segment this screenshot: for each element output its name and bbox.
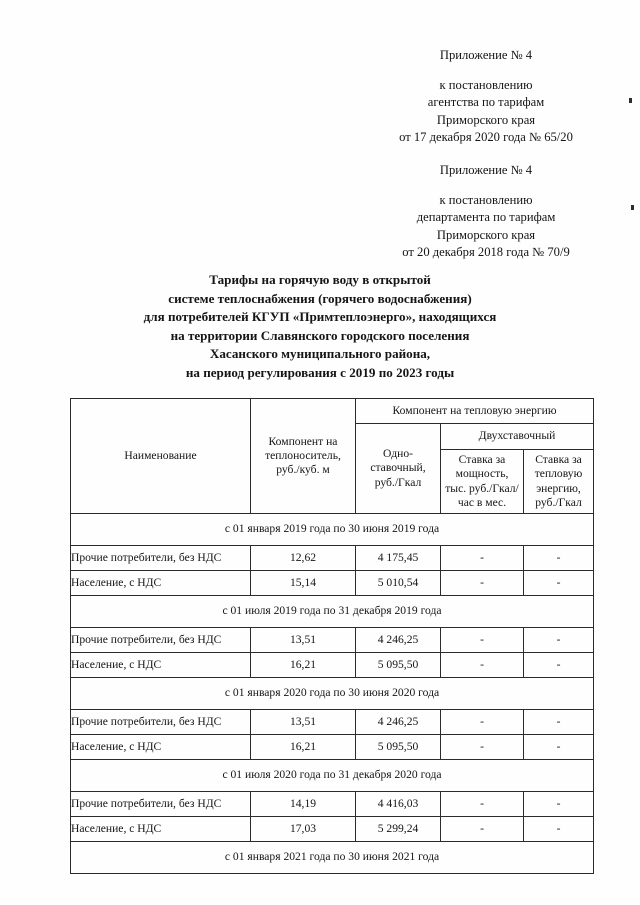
approval-1-title: Приложение № 4 — [439, 48, 533, 62]
header-heat-rate: Ставка за тепловую энергию, руб./Гкал — [524, 450, 594, 514]
approval-2-line-3: Приморского края — [436, 227, 536, 242]
row-heat: - — [524, 628, 594, 653]
header-carrier: Компонент на теплоноситель, руб./куб. м — [251, 399, 356, 514]
row-name: Прочие потребители, без НДС — [71, 546, 251, 571]
approval-2-line-1: к постановлению — [439, 193, 533, 208]
approval-block-1 — [372, 47, 600, 146]
period-label: с 01 января 2021 года по 30 июня 2021 года — [71, 842, 594, 874]
row-power: - — [441, 628, 524, 653]
title-line-6: на период регулирования с 2019 по 2023 годы — [185, 364, 455, 380]
period-label: с 01 июля 2020 года по 31 декабря 2020 года — [71, 760, 594, 792]
table-row — [71, 653, 594, 678]
approval-1-line-2: агентства по тарифам — [427, 95, 545, 110]
row-heat: - — [524, 571, 594, 596]
row-carrier: 13,51 — [251, 628, 356, 653]
row-carrier: 16,21 — [251, 735, 356, 760]
row-name: Население, с НДС — [71, 735, 251, 760]
row-power: - — [441, 571, 524, 596]
approval-1-line-4: от 17 декабря 2020 года № 65/20 — [399, 129, 573, 144]
row-heat: - — [524, 710, 594, 735]
row-power: - — [441, 735, 524, 760]
title-line-5: Хасанского муниципального района, — [209, 346, 431, 362]
period-label: с 01 июля 2019 года по 31 декабря 2019 года — [71, 596, 594, 628]
row-single: 5 095,50 — [356, 653, 441, 678]
row-single: 5 299,24 — [356, 817, 441, 842]
row-name: Прочие потребители, без НДС — [71, 792, 251, 817]
row-name: Население, с НДС — [71, 571, 251, 596]
approval-1-line-3: Приморского края — [436, 112, 536, 127]
row-power: - — [441, 817, 524, 842]
row-single: 5 095,50 — [356, 735, 441, 760]
table-body — [71, 514, 594, 874]
header-thermal-group: Компонент на тепловую энергию — [356, 399, 594, 424]
tariff-table — [70, 398, 594, 874]
row-heat: - — [524, 792, 594, 817]
row-power: - — [441, 546, 524, 571]
period-row — [71, 514, 594, 546]
row-carrier: 14,19 — [251, 792, 356, 817]
period-row — [71, 760, 594, 792]
row-single: 4 246,25 — [356, 628, 441, 653]
row-name: Прочие потребители, без НДС — [71, 628, 251, 653]
row-power: - — [441, 792, 524, 817]
title-line-1: Тарифы на горячую воду в открытой — [209, 272, 431, 287]
title-line-2: системе теплоснабжения (горячего водоснабжения) — [168, 290, 472, 306]
table-row — [71, 792, 594, 817]
row-power: - — [441, 710, 524, 735]
row-name: Прочие потребители, без НДС — [71, 710, 251, 735]
header-single-rate: Одно-ставочный, руб./Гкал — [356, 424, 441, 514]
period-row — [71, 596, 594, 628]
table-row — [71, 710, 594, 735]
table-header — [71, 399, 594, 514]
table-row — [71, 546, 594, 571]
scan-artifact-mark — [629, 98, 632, 103]
header-row-1 — [71, 399, 594, 424]
header-two-rate-group: Двухставочный — [441, 424, 594, 450]
row-single: 4 246,25 — [356, 710, 441, 735]
row-carrier: 12,62 — [251, 546, 356, 571]
header-name: Наименование — [71, 399, 251, 514]
period-row — [71, 842, 594, 874]
row-carrier: 17,03 — [251, 817, 356, 842]
title-line-3: для потребителей КГУП «Примтеплоэнерго», находящихся — [143, 309, 497, 325]
row-carrier: 13,51 — [251, 710, 356, 735]
table-row — [71, 571, 594, 596]
row-heat: - — [524, 653, 594, 678]
row-carrier: 16,21 — [251, 653, 356, 678]
approval-block-2 — [372, 162, 600, 261]
approval-2-title: Приложение № 4 — [439, 163, 533, 177]
table-row — [71, 628, 594, 653]
scan-artifact-mark — [631, 205, 634, 210]
row-power: - — [441, 653, 524, 678]
table-row — [71, 817, 594, 842]
row-single: 5 010,54 — [356, 571, 441, 596]
row-carrier: 15,14 — [251, 571, 356, 596]
approval-2-line-2: департамента по тарифам — [416, 210, 556, 225]
row-heat: - — [524, 546, 594, 571]
row-heat: - — [524, 735, 594, 760]
page-title — [40, 271, 600, 383]
period-row — [71, 678, 594, 710]
row-name: Население, с НДС — [71, 817, 251, 842]
period-label: с 01 января 2020 года по 30 июня 2020 года — [71, 678, 594, 710]
period-label: с 01 января 2019 года по 30 июня 2019 года — [71, 514, 594, 546]
row-single: 4 416,03 — [356, 792, 441, 817]
row-name: Население, с НДС — [71, 653, 251, 678]
title-line-4: на территории Славянского городского поселения — [170, 327, 470, 343]
approval-1-line-1: к постановлению — [439, 78, 533, 93]
header-power-rate: Ставка за мощность, тыс. руб./Гкал/час в мес. — [441, 450, 524, 514]
row-heat: - — [524, 817, 594, 842]
table-row — [71, 735, 594, 760]
row-single: 4 175,45 — [356, 546, 441, 571]
approval-2-line-4: от 20 декабря 2018 года № 70/9 — [402, 244, 570, 259]
